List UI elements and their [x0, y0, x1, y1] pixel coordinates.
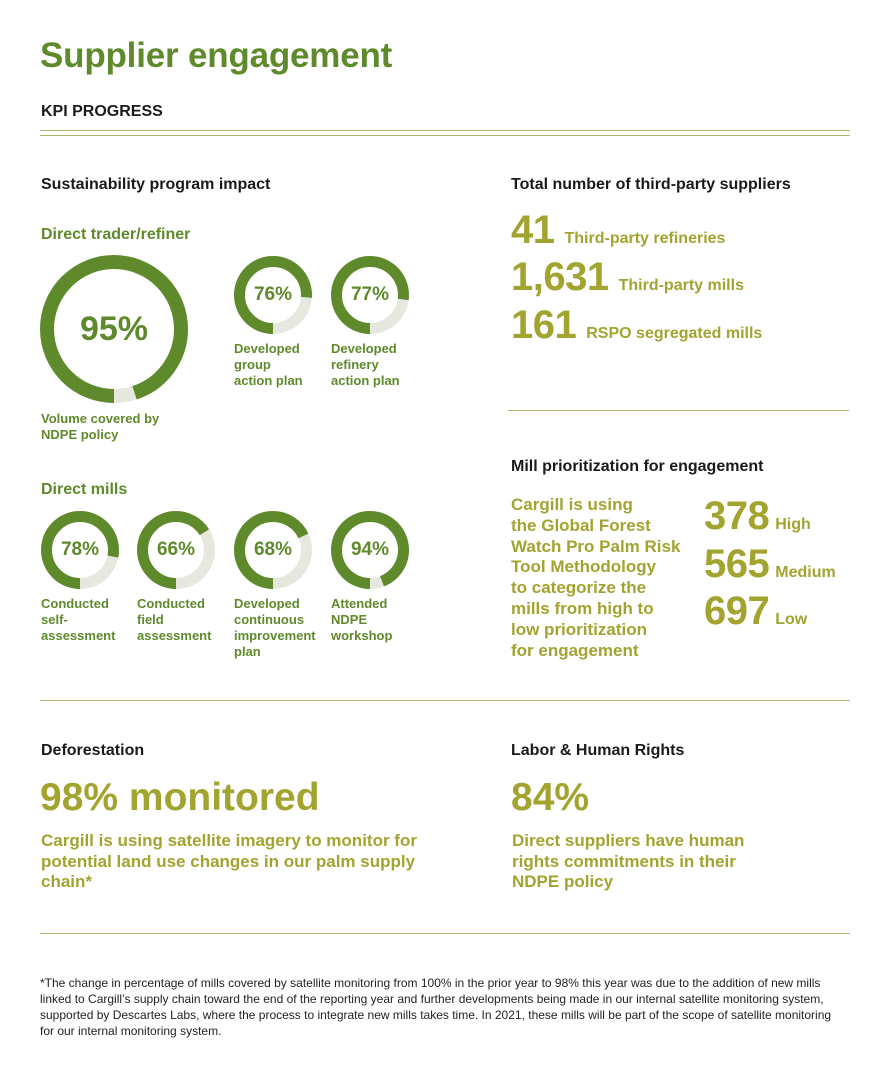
- footnote: *The change in percentage of mills covered by satellite monitoring from 100% in the prior year to 98% this year was due to the addition of new mills linked to Cargill’s supply chain toward the end of the reporting year and further developments being made in our internal satellite monitoring system, supported by Descartes Labs, where the process to integrate new mills takes time. In 2021, these mills will be part of the scope of satellite monitoring for our internal monitoring system.: [40, 976, 832, 1038]
- deforestation-stat: 98% monitored: [40, 776, 320, 819]
- stat-label: RSPO segregated mills: [586, 325, 763, 342]
- stat-number: 41: [511, 208, 555, 252]
- prioritization-text: Cargill is using the Global Forest Watch Pro Palm Risk Tool Methodology to categorize the mills from high to low prioritization for engagement: [511, 495, 681, 660]
- stat-number: 161: [511, 303, 577, 347]
- donut-volume-ndpe: [40, 255, 188, 403]
- donut-field-assessment: [137, 511, 215, 589]
- divider: [40, 135, 850, 136]
- divider: [40, 700, 850, 701]
- supplier-stat-mills: [511, 255, 744, 300]
- donut-caption: Attended NDPE workshop: [331, 596, 393, 643]
- donut-caption: Conducted self- assessment: [41, 596, 116, 643]
- donut-ndpe-workshop: [331, 511, 409, 589]
- suppliers-heading: Total number of third-party suppliers: [511, 176, 791, 193]
- stat-label: Third-party mills: [618, 277, 744, 294]
- donut-group-action-plan: [234, 256, 312, 334]
- donut-caption: Developed refinery action plan: [331, 341, 400, 388]
- donut-continuous-improvement: [234, 511, 312, 589]
- divider: [40, 933, 850, 934]
- donut-self-assessment: [41, 511, 119, 589]
- impact-heading: Sustainability program impact: [41, 176, 271, 193]
- stat-label: Medium: [775, 564, 836, 581]
- kpi-heading: KPI PROGRESS: [41, 103, 163, 120]
- labor-text: Direct suppliers have human rights commitments in their NDPE policy: [512, 831, 745, 891]
- direct-trader-heading: Direct trader/refiner: [41, 226, 191, 243]
- donut-percent: 66%: [156, 539, 196, 560]
- priority-medium: [704, 542, 836, 587]
- priority-high: [704, 494, 811, 539]
- donut-caption: Developed group action plan: [234, 341, 303, 388]
- divider: [508, 410, 849, 411]
- supplier-stat-refineries: [511, 208, 725, 253]
- donut-percent: 77%: [350, 284, 390, 305]
- stat-label: Low: [775, 611, 808, 628]
- prioritization-heading: Mill prioritization for engagement: [511, 458, 764, 475]
- stat-number: 697: [704, 589, 770, 633]
- donut-caption: Developed continuous improvement plan: [234, 596, 316, 659]
- divider: [40, 130, 850, 131]
- priority-low: [704, 589, 807, 634]
- stat-label: Third-party refineries: [564, 230, 726, 247]
- direct-mills-heading: Direct mills: [41, 481, 128, 498]
- donut-caption: Conducted field assessment: [137, 596, 212, 643]
- deforestation-text: Cargill is using satellite imagery to monitor for potential land use changes in our palm supply chain*: [41, 831, 417, 891]
- labor-heading: Labor & Human Rights: [511, 742, 685, 759]
- donut-percent: 94%: [350, 539, 390, 560]
- donut-caption: Volume covered by NDPE policy: [41, 411, 160, 442]
- deforestation-heading: Deforestation: [41, 742, 145, 759]
- stat-number: 378: [704, 494, 770, 538]
- supplier-stat-rspo: [511, 303, 762, 348]
- donut-percent: 95%: [79, 309, 149, 348]
- donut-percent: 68%: [253, 539, 293, 560]
- stat-number: 1,631: [511, 255, 609, 299]
- labor-stat: 84%: [511, 776, 590, 819]
- stat-number: 565: [704, 542, 770, 586]
- donut-percent: 76%: [253, 284, 293, 305]
- donut-percent: 78%: [60, 539, 100, 560]
- stat-label: High: [775, 516, 811, 533]
- donut-refinery-action-plan: [331, 256, 409, 334]
- page-title: Supplier engagement: [40, 36, 393, 75]
